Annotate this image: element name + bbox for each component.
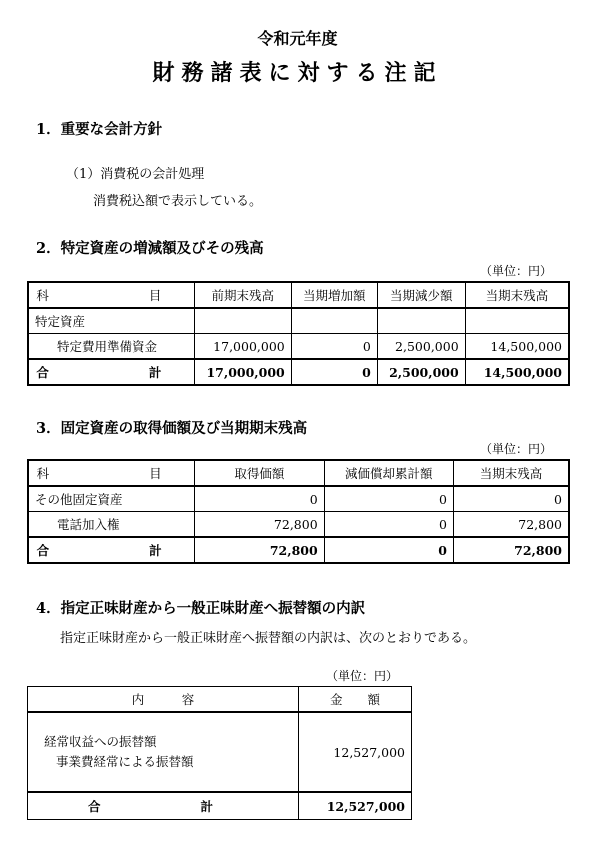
total-row <box>28 537 569 563</box>
cell-value: 17,000,000 <box>194 334 291 360</box>
item-line: 経常収益への振替額 <box>44 734 157 749</box>
row-label: その他固定資産 <box>28 486 195 512</box>
cell-value: 0 <box>324 486 453 512</box>
fiscal-year: 令和元年度 <box>257 29 338 48</box>
table-row <box>28 334 569 360</box>
section-2-unit: （単位：円） <box>480 264 553 278</box>
column-header: 当期末残高 <box>465 282 569 308</box>
total-label: 合 計 <box>28 792 299 820</box>
section-3-unit: （単位：円） <box>480 442 553 456</box>
table-header-row <box>28 687 412 713</box>
section-1-text: 消費税込額で表示している。 <box>93 194 263 209</box>
total-value: 14,500,000 <box>465 359 569 385</box>
total-value: 12,527,000 <box>299 792 412 820</box>
table-header-row <box>28 460 569 486</box>
section-4-heading: 4．指定正味財産から一般正味財産へ振替額の内訳 <box>36 600 366 617</box>
total-value: 0 <box>324 537 453 563</box>
row-label: 電話加入権 <box>28 512 195 538</box>
column-header: 前期末残高 <box>194 282 291 308</box>
total-row <box>28 359 569 385</box>
table-row <box>28 486 569 512</box>
column-header: 科 目 <box>28 282 194 308</box>
total-value: 17,000,000 <box>194 359 291 385</box>
cell-value: 2,500,000 <box>377 334 465 360</box>
cell-value: 72,800 <box>195 512 324 538</box>
fixed-assets-table <box>27 459 570 564</box>
column-header: 減価償却累計額 <box>324 460 453 486</box>
total-row <box>28 792 412 820</box>
table-row <box>28 308 569 334</box>
row-label: 特定費用準備資金 <box>28 334 194 360</box>
cell-value: 0 <box>324 512 453 538</box>
section-1-heading: 1．重要な会計方針 <box>36 121 163 138</box>
column-header: 当期増加額 <box>291 282 377 308</box>
table-row <box>28 712 412 792</box>
column-header: 内 容 <box>28 687 299 713</box>
cell-value: 0 <box>291 334 377 360</box>
total-value: 2,500,000 <box>377 359 465 385</box>
column-header: 科 目 <box>28 460 195 486</box>
item-line: 事業費経常による振替額 <box>56 754 194 769</box>
cell-value: 0 <box>195 486 324 512</box>
group-label: 特定資産 <box>28 308 194 334</box>
total-value: 0 <box>291 359 377 385</box>
page-title: 財務諸表に対する注記 <box>152 60 443 86</box>
cell-value: 12,527,000 <box>299 712 412 792</box>
section-4-text: 指定正味財産から一般正味財産へ振替額の内訳は、次のとおりである。 <box>60 631 477 646</box>
item-description <box>28 712 299 792</box>
total-value: 72,800 <box>195 537 324 563</box>
cell-value: 72,800 <box>453 512 569 538</box>
section-4-unit: （単位：円） <box>326 669 399 683</box>
cell-value: 0 <box>453 486 569 512</box>
column-header: 当期減少額 <box>377 282 465 308</box>
table-header-row <box>28 282 569 308</box>
transfer-breakdown-table <box>27 686 412 820</box>
section-3-heading: 3．固定資産の取得価額及び当期期末残高 <box>36 420 308 437</box>
column-header: 当期末残高 <box>453 460 569 486</box>
column-header: 金 額 <box>299 687 412 713</box>
table-row <box>28 512 569 538</box>
section-1-subheading: （1）消費税の会計処理 <box>66 167 205 182</box>
total-value: 72,800 <box>453 537 569 563</box>
cell-value: 14,500,000 <box>465 334 569 360</box>
column-header: 取得価額 <box>195 460 324 486</box>
section-2-heading: 2．特定資産の増減額及びその残高 <box>36 240 264 257</box>
total-label: 合 計 <box>28 359 194 385</box>
specified-assets-table <box>27 281 570 386</box>
total-label: 合 計 <box>28 537 195 563</box>
